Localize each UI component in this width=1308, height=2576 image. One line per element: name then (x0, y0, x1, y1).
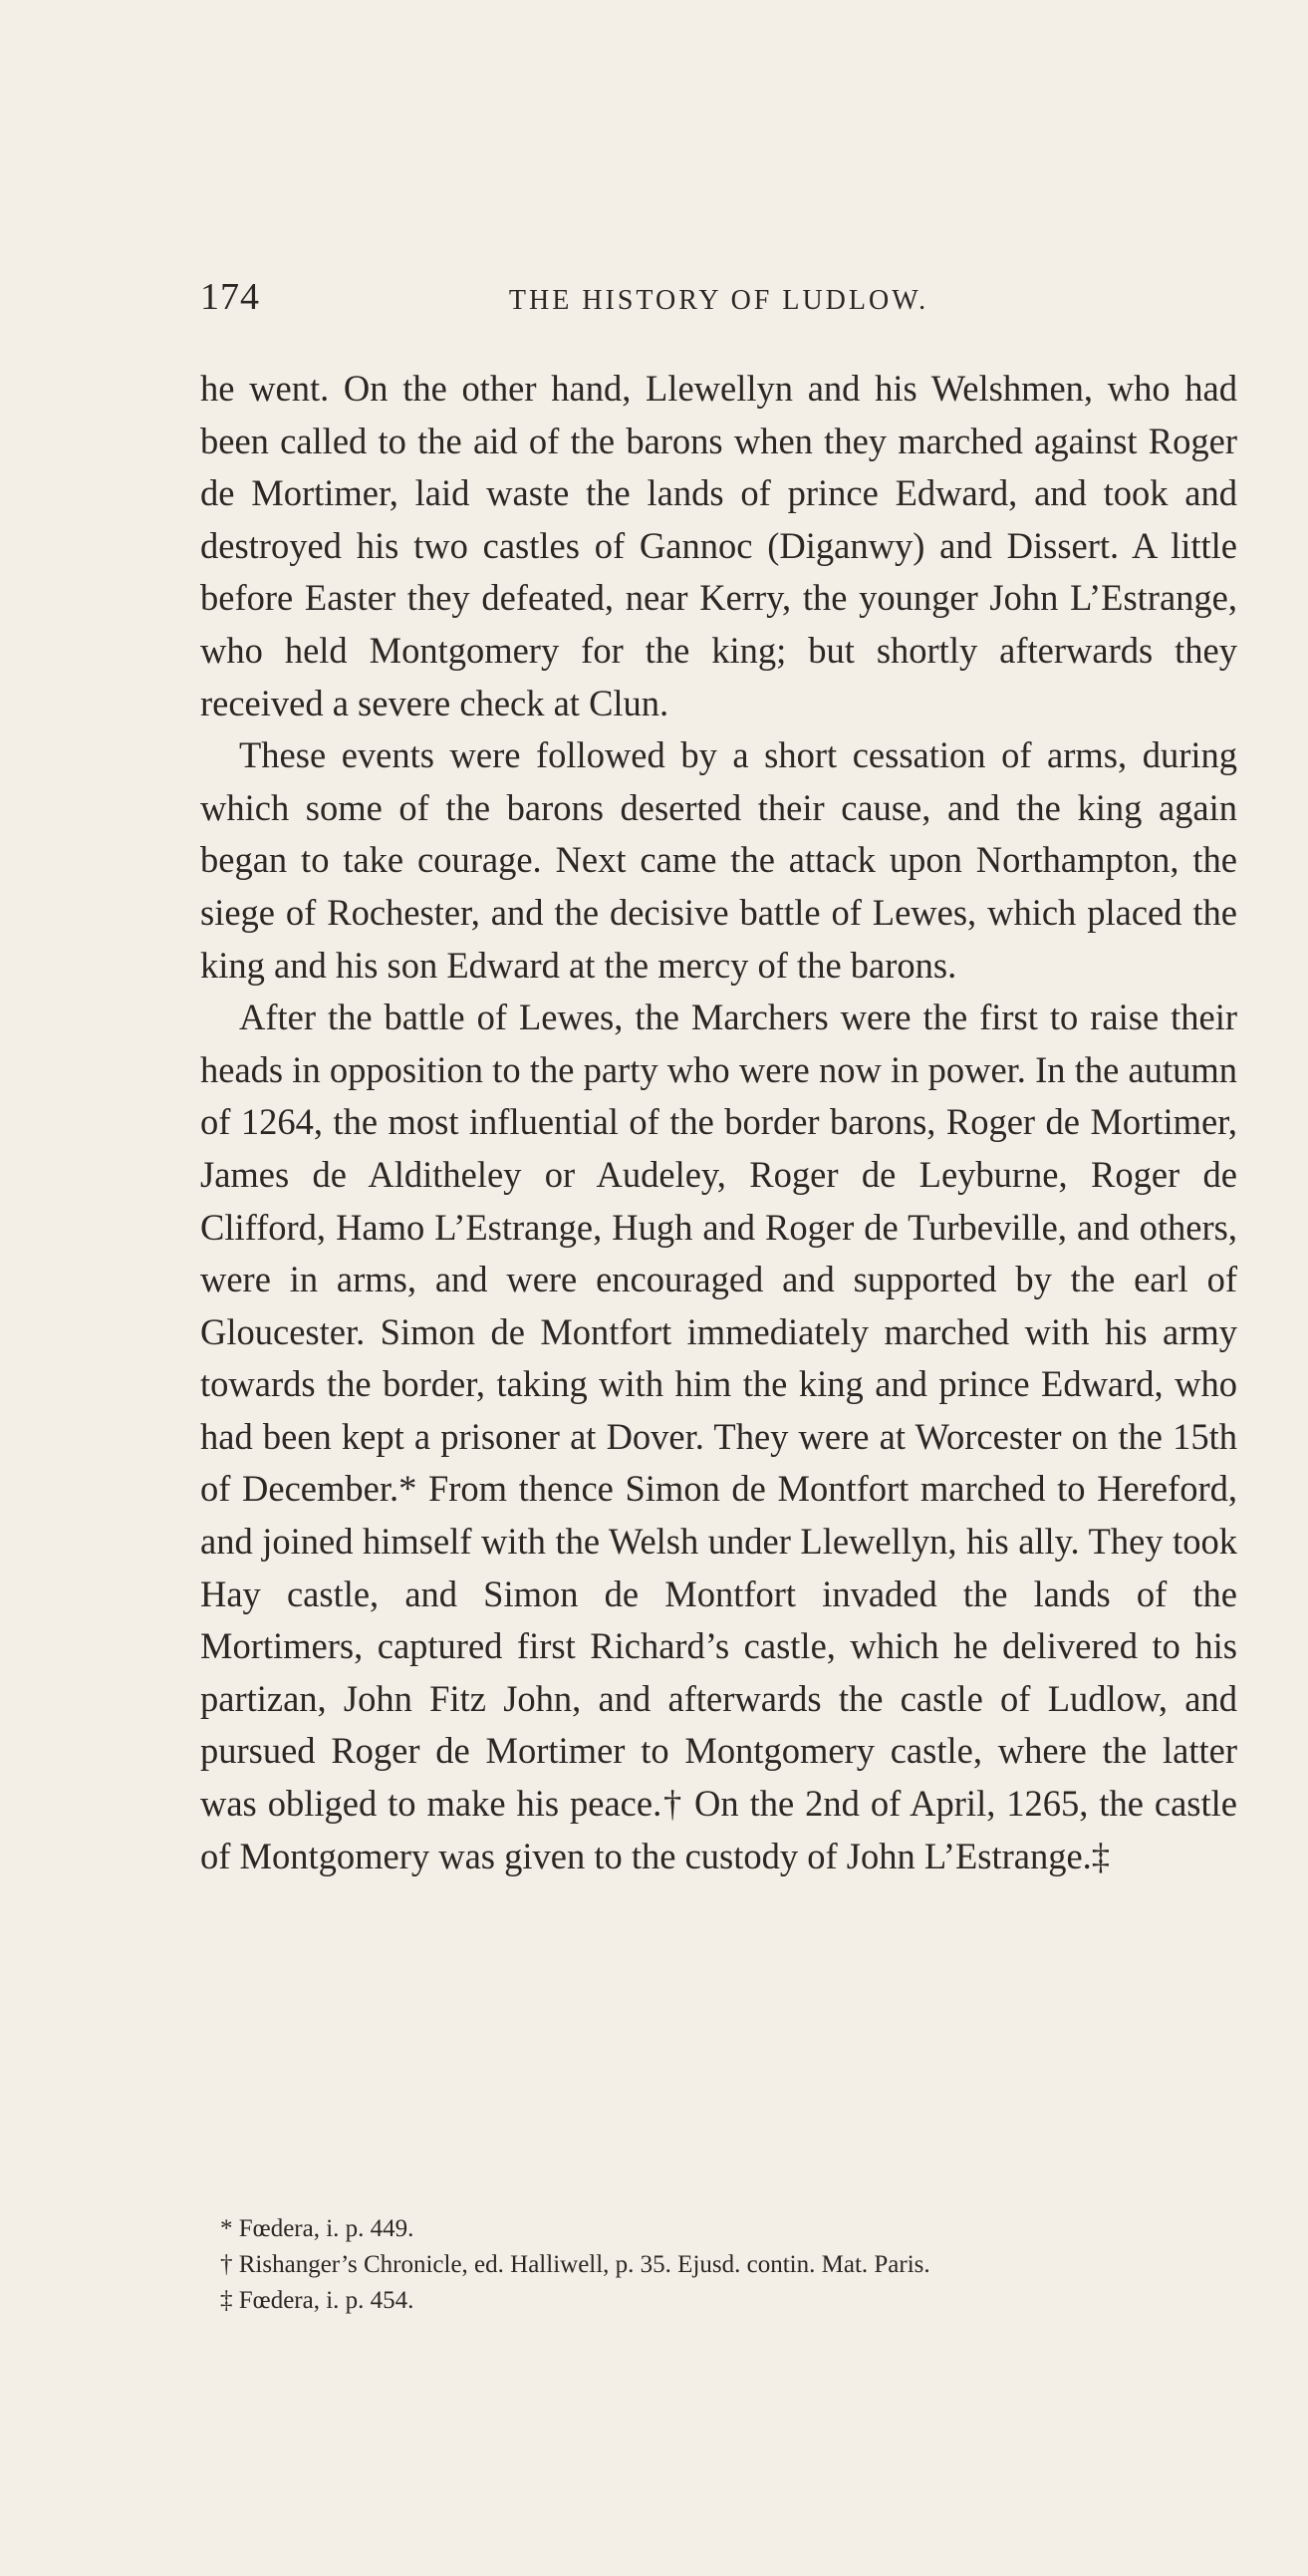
footnote: * Fœdera, i. p. 449. (220, 2215, 414, 2242)
footnote: ‡ Fœdera, i. p. 454. (220, 2287, 414, 2314)
body-text (200, 363, 1237, 1882)
footnote: † Rishanger’s Chronicle, ed. Halliwell, p. 35. Ejusd. contin. Mat. Paris. (220, 2251, 930, 2278)
running-title: THE HISTORY OF LUDLOW. (508, 285, 929, 316)
paragraph: These events were followed by a short cessation of arms, during which some of the barons deserted their cause, and the king again began to take courage. Next came the attack upon Northampton, the siege of Rochester, and the decisive battle of Lewes, which placed the king and his son Edward at the mercy of the barons. (200, 734, 1237, 986)
footnotes (200, 2211, 1237, 2319)
paragraph: After the battle of Lewes, the Marchers were the first to raise their heads in opposition to the party who were now in power. In the autumn of 1264, the most influential of the border barons, Roger de Mortimer, James de Alditheley or Audeley, Roger de Leyburne, Roger de Clifford, Hamo L’Estrange, Hugh and Roger de Turbeville, and others, were in arms, and were encouraged and supported by the earl of Gloucester. Simon de Montfort immediately marched with his army towards the border, taking with him the king and prince Edward, who had been kept a prisoner at Dover. They were at Worcester on the 15th of December.* From thence Simon de Montfort marched to Hereford, and joined himself with the Welsh under Llewellyn, his ally. They took Hay castle, and Simon de Montfort invaded the lands of the Mortimers, captured first Richard’s castle, which he delivered to his partizan, John Fitz John, and afterwards the castle of Ludlow, and pursued Roger de Mortimer to Montgomery castle, where the latter was obliged to make his peace.† On the 2nd of April, 1265, the castle of Montgomery was given to the custody of John L’Estrange.‡ (200, 997, 1237, 1876)
page-number: 174 (200, 276, 260, 318)
running-head (200, 275, 1237, 325)
paragraph-continuation: he went. On the other hand, Llewellyn and his Welshmen, who had been called to the aid of the barons when they marched against Roger de Mortimer, laid waste the lands of prince Edward, and took and destroyed his two castles of Gannoc (Diganwy) and Dissert. A little before Easter they defeated, near Kerry, the younger John L’Estrange, who held Montgomery for the king; but shortly afterwards they received a severe check at Clun. (200, 368, 1237, 723)
